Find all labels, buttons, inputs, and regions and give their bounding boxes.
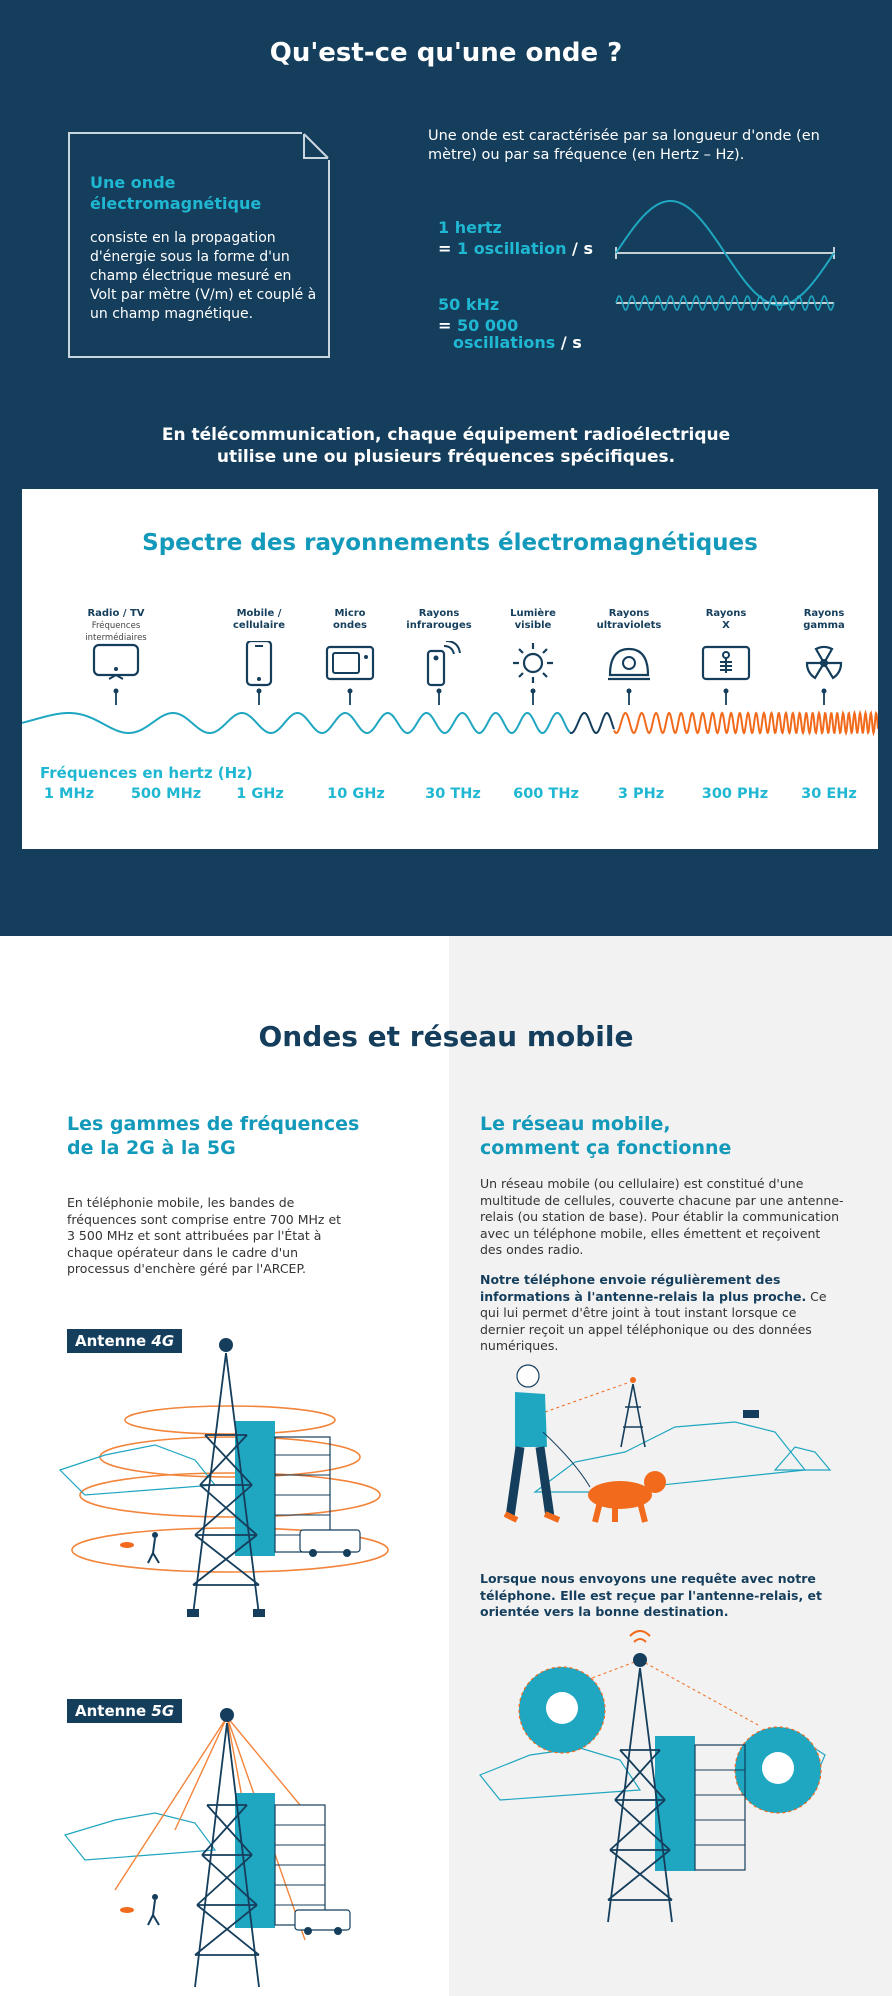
hertz-value: 1 oscillation xyxy=(456,239,567,258)
frequency-tick-label: 3 PHz xyxy=(617,786,665,802)
frequency-tick-label: 1 MHz xyxy=(43,786,95,802)
frequency-tick-label: 30 THz xyxy=(425,786,481,802)
5g-badge: 5G xyxy=(151,1702,175,1720)
category-label-line-1: Radio / TV xyxy=(87,608,145,619)
khz-value: 50 000 xyxy=(456,316,519,335)
relay-antenna-illustration xyxy=(470,1630,840,1930)
frequency-range-title-line-1: Les gammes de fréquences xyxy=(67,1113,360,1135)
telecom-line-2: utilise une ou plusieurs fréquences spécifiques. xyxy=(216,447,676,467)
spectrum-category-label xyxy=(214,608,304,632)
category-label-line-1: Lumière xyxy=(510,608,556,619)
category-label-line-2: visible xyxy=(514,620,552,631)
fifty-khz-wave xyxy=(616,296,834,310)
category-label-line-1: Rayons xyxy=(803,608,845,619)
category-label-line-1: Mobile / xyxy=(236,608,282,619)
spectrum-category-label xyxy=(305,608,395,632)
mobile-network-title xyxy=(480,1112,860,1160)
mobile-network-paragraph-2 xyxy=(480,1272,845,1355)
khz-unit: oscillations xyxy=(453,333,556,352)
category-label-line-2: gamma xyxy=(803,620,845,631)
category-label-line-2: X xyxy=(722,620,730,631)
spectrum-panel xyxy=(22,489,878,849)
khz-label: 50 kHz xyxy=(438,295,500,314)
spectrum-wave-high xyxy=(614,713,878,733)
category-label-line-2: ondes xyxy=(333,620,367,631)
frequency-range-title xyxy=(67,1112,407,1160)
paragraph-2-bold: Notre téléphone envoie régulièrement des informations à l'antenne-relais la plus proche. xyxy=(480,1272,807,1304)
antenna-4g-illustration xyxy=(45,1335,415,1625)
mobile-network-title-line-1: Le réseau mobile, xyxy=(480,1113,671,1135)
wave-intro: Une onde est caractérisée par sa longueur d'onde (en mètre) ou par sa fréquence (en Hertz – Hz). xyxy=(428,128,820,163)
definition-card xyxy=(68,132,330,358)
antenna-5g-illustration xyxy=(55,1705,385,1992)
category-label-line-1: Rayons xyxy=(418,608,460,619)
card-title: Une onde électromagnétique xyxy=(90,173,262,213)
mobile-network-title-line-2: comment ça fonctionne xyxy=(480,1137,732,1159)
spectrum-wave xyxy=(22,699,878,749)
frequency-tick-label: 10 GHz xyxy=(327,786,385,802)
page-title: Qu'est-ce qu'une onde ? xyxy=(269,38,623,68)
category-sublabel: intermédiaires xyxy=(85,633,147,643)
mobile-network-paragraph-1: Un réseau mobile (ou cellulaire) est constitué d'une multitude de cellules, couverte chacune par une antenne-relais (ou station de base). Pour établir la communication avec un téléphone mobile, elles émettent et reçoivent des ondes radio. xyxy=(480,1176,844,1257)
equals-sign: = xyxy=(438,239,457,258)
hertz-equation xyxy=(438,238,593,259)
folded-corner-icon xyxy=(302,132,330,160)
spectrum-category-label xyxy=(584,608,674,632)
frequency-range-paragraph: En téléphonie mobile, les bandes de fréquences sont comprise entre 700 MHz et 3 500 MHz et sont attribuées par l'État à chaque opérateur dans le cadre d'un processus d'enchère géré par l'ARCEP. xyxy=(67,1195,342,1276)
equals-sign: = xyxy=(438,316,457,335)
frequency-tick-label: 30 EHz xyxy=(801,786,857,802)
category-label-line-2: infrarouges xyxy=(406,620,472,631)
walker-with-dog-illustration xyxy=(475,1352,835,1537)
spectrum-category-label xyxy=(394,608,484,632)
category-label-line-2: cellulaire xyxy=(232,620,285,631)
category-sublabel: Fréquences xyxy=(91,621,141,631)
khz-equation-line2 xyxy=(453,332,582,353)
per-second: / s xyxy=(566,239,593,258)
spectrum-category-label xyxy=(681,608,771,632)
spectrum-category-label xyxy=(488,608,578,632)
frequency-tick-label: 300 PHz xyxy=(701,786,769,802)
frequency-caption: Fréquences en hertz (Hz) xyxy=(40,764,253,782)
card-body: consiste en la propagation d'énergie sous la forme d'un champ électrique mesuré en Volt par mètre (V/m) et couplé à un champ magnétique. xyxy=(90,230,317,322)
spectrum-wave-low xyxy=(22,713,570,733)
antenna-label: Antenne xyxy=(75,1332,152,1350)
frequency-range-title-line-2: de la 2G à la 5G xyxy=(67,1137,236,1159)
category-label-line-1: Rayons xyxy=(705,608,747,619)
frequency-tick-label: 600 THz xyxy=(513,786,579,802)
spectrum-wave-visible xyxy=(570,713,614,733)
category-label-line-1: Rayons xyxy=(608,608,650,619)
paragraph-3-text: Lorsque nous envoyons une requête avec notre téléphone. Elle est reçue par l'antenne-relais, et orientée vers la bonne destination. xyxy=(480,1571,822,1619)
category-label-line-2: ultraviolets xyxy=(596,620,662,631)
spectrum-category-label xyxy=(779,608,869,632)
antenna-label: Antenne xyxy=(75,1702,152,1720)
mobile-network-paragraph-3 xyxy=(480,1571,845,1621)
category-label-line-1: Micro xyxy=(334,608,366,619)
telecom-line-1: En télécommunication, chaque équipement radioélectrique xyxy=(161,425,731,445)
telecom-statement xyxy=(0,424,892,468)
wave-diagram xyxy=(612,195,840,320)
paragraph-2-rest: Ce qui lui permet d'être joint à tout instant lorsque ce dernier reçoit un appel téléphonique ou des données numériques. xyxy=(480,1288,827,1353)
per-second: / s xyxy=(555,333,582,352)
hertz-label: 1 hertz xyxy=(438,218,502,237)
4g-badge: 4G xyxy=(151,1332,175,1350)
spectrum-title: Spectre des rayonnements électromagnétiques xyxy=(142,530,758,556)
frequency-tick-label: 500 MHz xyxy=(130,786,202,802)
spectrum-category-label xyxy=(71,608,161,644)
frequency-tick-label: 1 GHz xyxy=(236,786,284,802)
section-title: Ondes et réseau mobile xyxy=(258,1020,634,1053)
